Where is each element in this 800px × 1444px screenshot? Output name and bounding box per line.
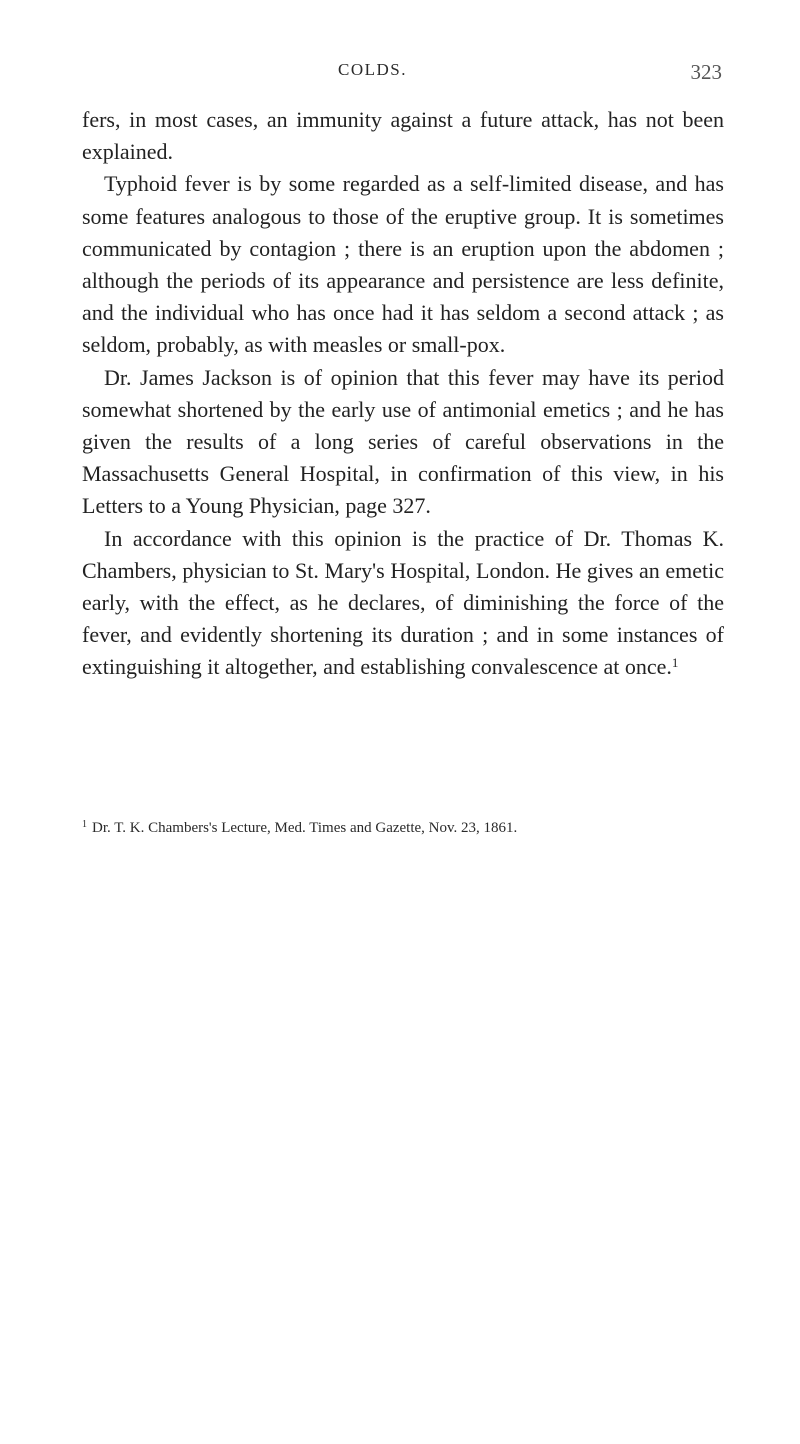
footnote-reference: 1 [671,655,679,671]
footnote-text: Dr. T. K. Chambers's Lecture, Med. Times and Gazette, Nov. 23, 1861. [92,820,518,836]
running-head [82,60,722,90]
page-number: 323 [690,60,722,84]
paragraph-chambers-text: In accordance with this opinion is the practice of Dr. Thomas K. Chambers, physician to St. Mary's Hospital, London. He gives an emetic early, with the effect, as he declares, of diminishing the force of the fever, and evidently shortening its duration ; and in some instances of extinguishing it altogether, and establishing convalescence at once. [82,525,724,680]
paragraph-jackson: Dr. James Jackson is of opinion that this fever may have its period somewhat shortened by the early use of antimonial emetics ; and he has given the results of a long series of careful observations in the Massachusetts General Hospital, in confirmation of this view, in his Letters to a Young Physician, page 327. [82,364,724,519]
chapter-title: COLDS. [338,60,407,79]
body-text [82,104,724,684]
paragraph-continued: fers, in most cases, an immunity against a future attack, has not been explained. [82,107,724,165]
footnote [82,818,724,838]
footnote-marker: 1 [82,819,87,830]
paragraph-typhoid: Typhoid fever is by some regarded as a self-limited disease, and has some features analogous to those of the eruptive group. It is sometimes communicated by contagion ; there is an eruption upon the abdomen ; although the periods of its appearance and persistence are less definite, and the individual who has once had it has seldom a second attack ; as seldom, probably, as with measles or small-pox. [82,171,724,358]
paragraph-chambers [82,523,724,684]
